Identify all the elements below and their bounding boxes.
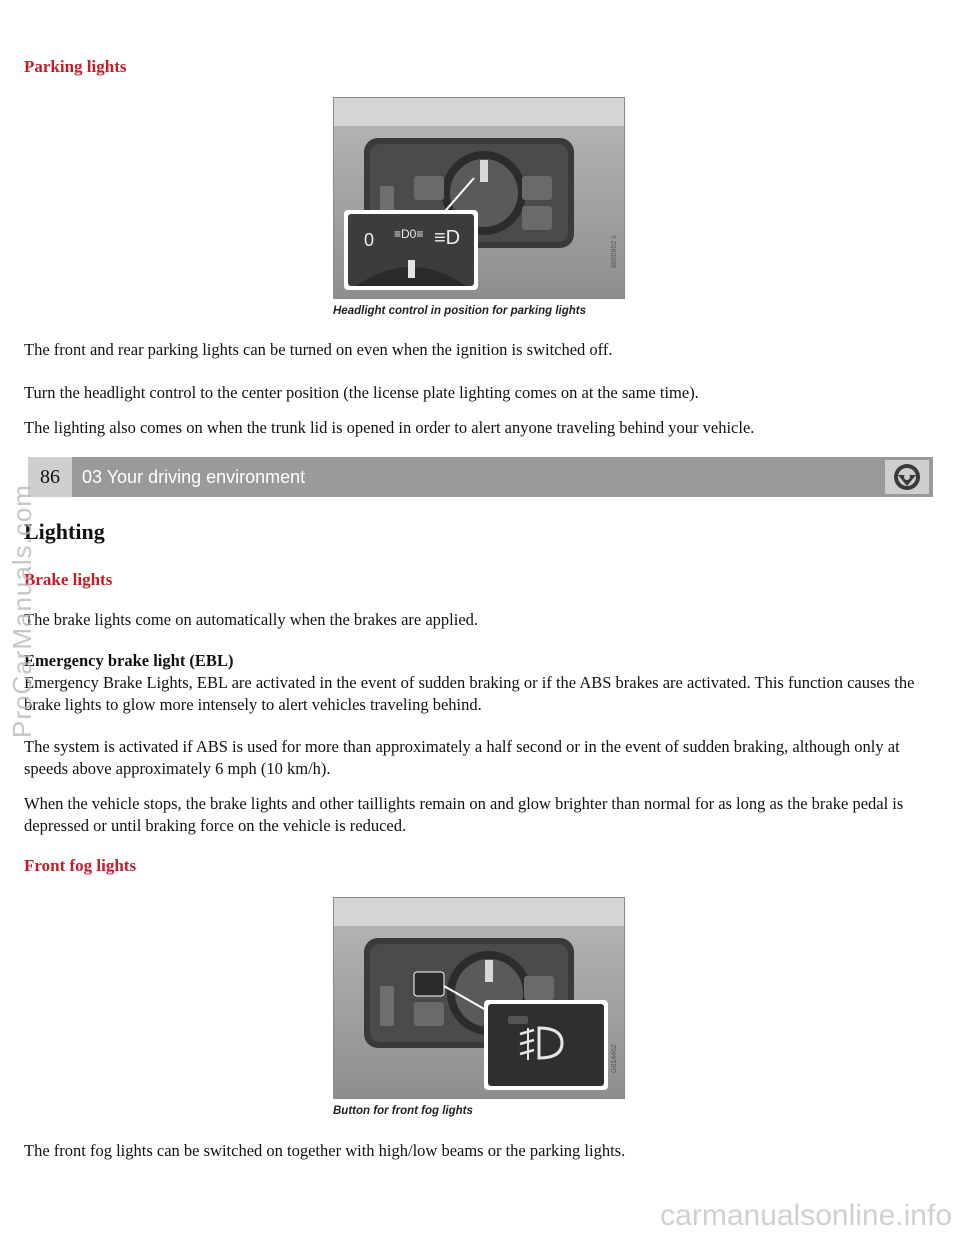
bottom-watermark: carmanualsonline.info [660, 1199, 952, 1232]
paragraph-parking-2: Turn the headlight control to the center position (the license plate lighting comes on at the same time). [24, 383, 699, 402]
brake-lights-heading: Brake lights [24, 570, 113, 589]
lighting-title: Lighting [24, 519, 105, 544]
fog-light-button-illustration [334, 898, 624, 1098]
ebl-subheading: Emergency brake light (EBL) [24, 651, 234, 670]
chapter-header-bar [28, 457, 933, 497]
figure-code: 8800902 s [611, 235, 618, 268]
system-text: The system is activated if ABS is used for more than approximately a half second or in the event of sudden braking, although only at speeds above approximately 6 mph (10 km/h). [24, 737, 900, 778]
left-watermark: ProCarManuals.com [7, 484, 37, 738]
fog-lights-figure [333, 897, 625, 1099]
fog-lights-text: The front fog lights can be switched on together with high/low beams or the parking lights. [24, 1141, 626, 1160]
parking-lights-caption: Headlight control in position for parking lights [333, 305, 586, 317]
headlight-control-illustration [334, 98, 624, 298]
page-number: 86 [28, 457, 72, 497]
zoom-label-parking: ≡D0≡ [394, 227, 424, 241]
steering-wheel-icon [885, 460, 929, 494]
fog-lights-caption: Button for front fog lights [333, 1105, 473, 1117]
zoom-label-off: 0 [364, 230, 375, 250]
brake-lights-text: The brake lights come on automatically when the brakes are applied. [24, 610, 479, 629]
paragraph-parking-3: The lighting also comes on when the trunk lid is opened in order to alert anyone traveling behind your vehicle. [24, 418, 755, 437]
parking-lights-heading: Parking lights [24, 57, 127, 76]
ebl-text: Emergency Brake Lights, EBL are activated in the event of sudden braking or if the ABS brakes are activated. This function causes the brake lights to glow more intensely to alert vehicles traveling behind. [24, 673, 915, 714]
parking-lights-figure [333, 97, 625, 299]
front-fog-lights-heading: Front fog lights [24, 856, 137, 875]
stop-text: When the vehicle stops, the brake lights and other taillights remain on and glow brighter than normal for as long as the brake pedal is depressed or until braking force on the vehicle is reduced. [24, 794, 904, 835]
paragraph-parking-1: The front and rear parking lights can be turned on even when the ignition is switched off. [24, 340, 613, 359]
fog-figure-code: G014462 [611, 1044, 618, 1073]
chapter-title: 03 Your driving environment [82, 467, 306, 487]
zoom-label-headlights: ≡D [434, 227, 461, 249]
